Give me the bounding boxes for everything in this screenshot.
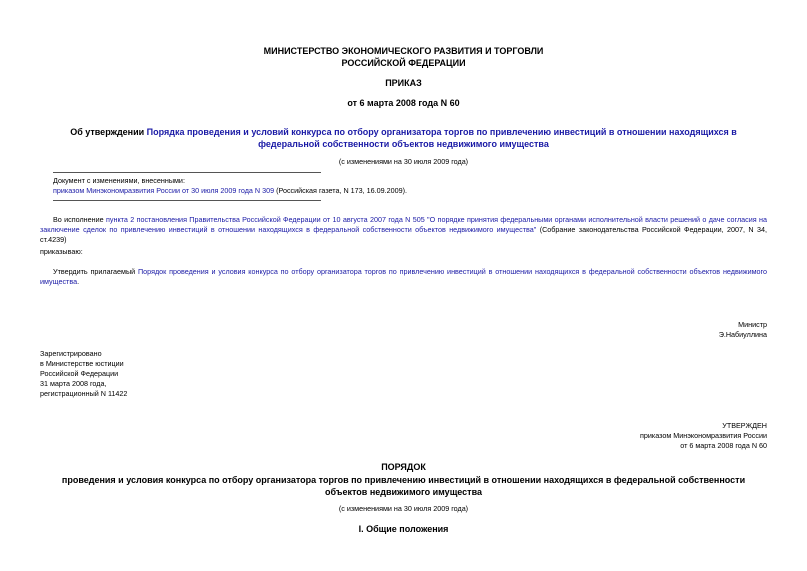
resolution-link[interactable]: пункта 2 постановления Правительства Российской Федерации от 10 августа 2007 года N 505 "О порядке принятия федеральными органами исполнительной власти решений о даче согласия на заключение сделок по привлечению инвестиций в отношении находящихся в федеральной собственности объектов недвижимого имущества" [40,215,767,234]
order-subject-link[interactable]: Порядка проведения и условий конкурса по отбору организатора торгов по привлечению инвестиций в отношении находящихся в федеральной собственности объектов недвижимого имущества [146,127,737,149]
order-subject [40,126,767,150]
registration-note [40,349,290,399]
divider-bottom [53,200,321,201]
order-verb: приказываю: [40,247,83,256]
changes-line [53,186,553,196]
paragraph-approve [40,267,767,287]
registration-line-3: Российской Федерации [40,369,119,378]
signer-name: Э.Набиуллина [718,330,767,339]
changes-heading: Документ с изменениями, внесенными: [53,176,185,185]
ministry-title-line2: РОССИЙСКОЙ ФЕДЕРАЦИИ [341,58,466,68]
section-heading-1: I. Общие положения [358,524,449,534]
registration-line-5: регистрационный N 11422 [40,389,128,398]
registration-line-2: в Министерстве юстиции [40,359,124,368]
approval-line-3: от 6 марта 2008 года N 60 [680,441,767,450]
order-date: от 6 марта 2008 года N 60 [347,98,460,108]
paragraph-execution-tail: (Собрание законодательства Российской Федерации, 2007, N 34, ст.4239) [40,225,767,244]
approval-line-2: приказом Минэкономразвития России [640,431,767,440]
paragraph-execution [40,215,767,245]
approval-stamp [467,421,767,451]
paragraph-approve-prefix: Утвердить прилагаемый [53,267,139,276]
changes-tail: (Российская газета, N 173, 16.09.2009). [274,186,408,195]
changes-link[interactable]: приказом Минэкономразвития России от 30 июля 2009 года N 309 [53,186,275,195]
registration-line-1: Зарегистрировано [40,349,102,358]
registration-line-4: 31 марта 2008 года, [40,379,107,388]
order-subject-prefix: Об утверждении [70,127,147,137]
procedure-subtitle: проведения и условия конкурса по отбору организатора торгов по привлечению инвестиций в отношении находящихся в федеральной собственности объектов недвижимого имущества [61,475,746,497]
amendment-note-2: (с изменениями на 30 июля 2009 года) [338,504,469,513]
approval-line-1: УТВЕРЖДЕН [722,421,767,430]
paragraph-approve-tail: . [77,277,80,286]
signer-title: Министр [738,320,767,329]
procedure-title: ПОРЯДОК [381,462,426,472]
ministry-title-line1: МИНИСТЕРСТВО ЭКОНОМИЧЕСКОГО РАЗВИТИЯ И ТОРГОВЛИ [263,46,544,56]
order-word: ПРИКАЗ [385,78,422,88]
procedure-link[interactable]: Порядок проведения и условия конкурса по отбору организатора торгов по привлечению инвестиций в отношении находящихся в федеральной собственности объектов недвижимого имущества [40,267,767,286]
paragraph-execution-prefix: Во исполнение [53,215,106,224]
amendment-note-1: (с изменениями на 30 июля 2009 года) [338,157,469,166]
divider-top [53,172,321,173]
